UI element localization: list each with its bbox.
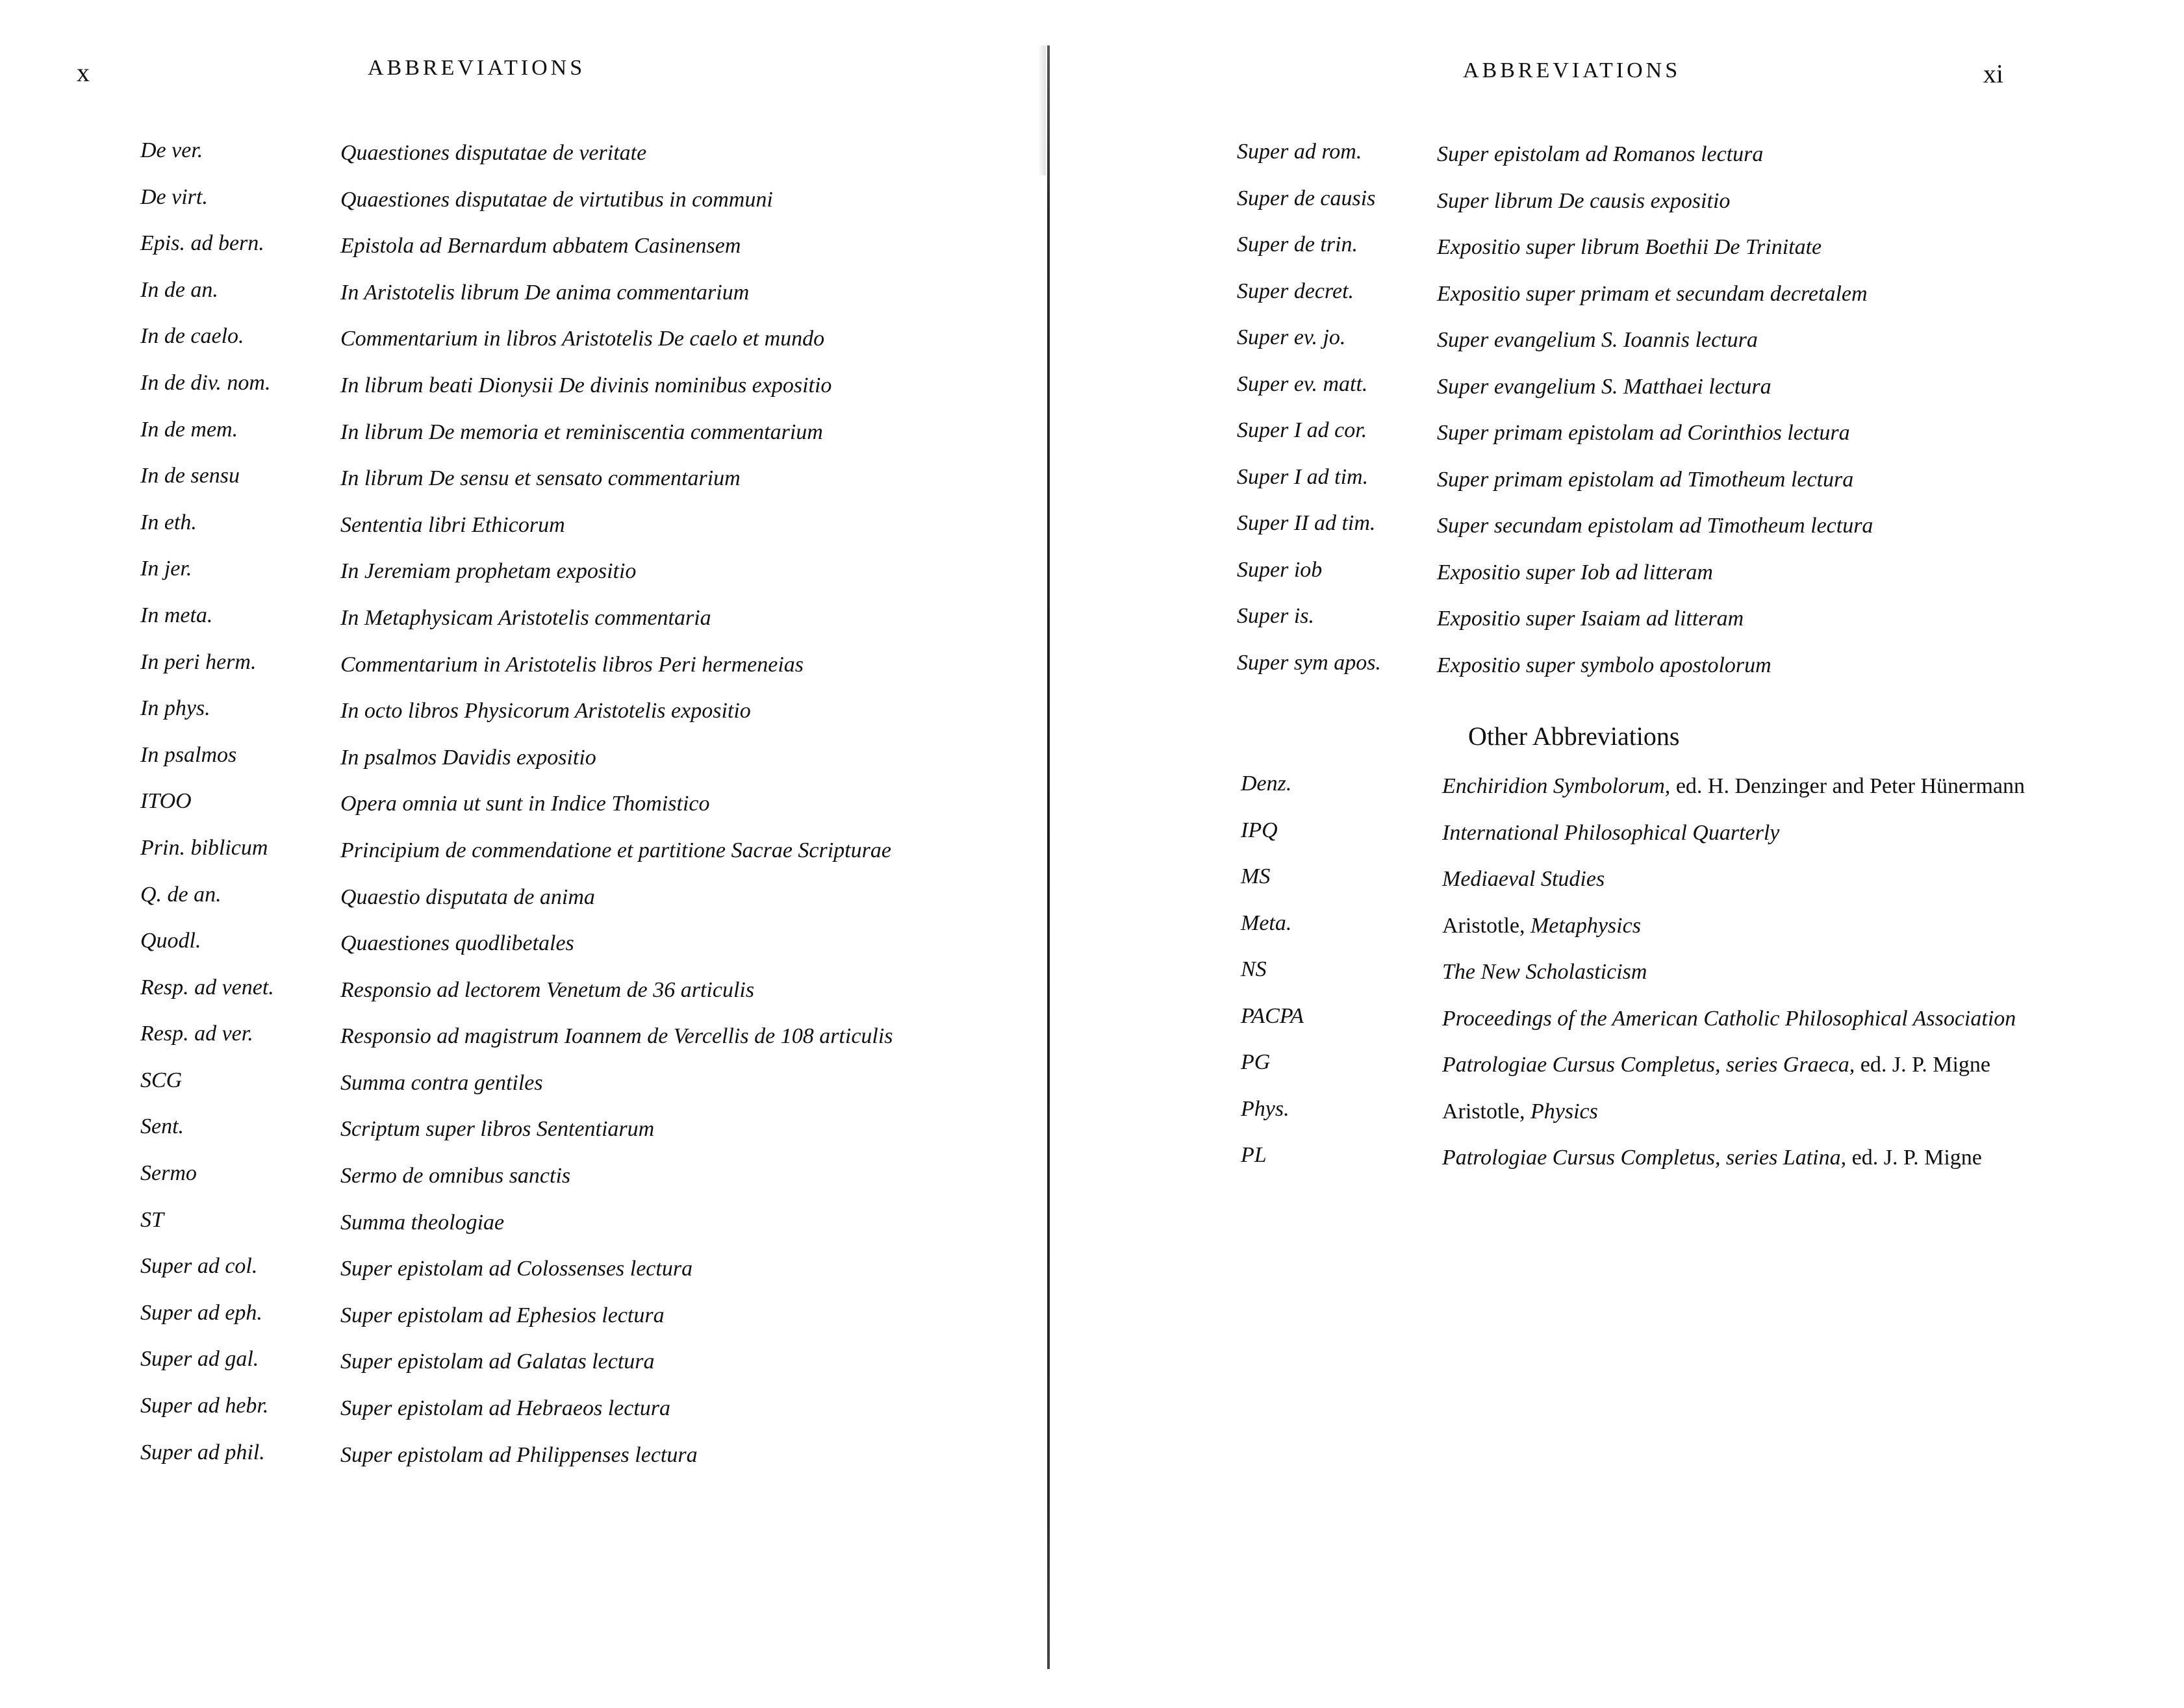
abbreviation-expansion (1442, 816, 2163, 850)
abbreviation-term: Quodl. (140, 929, 201, 953)
other-abbreviation-entry (1241, 1048, 2163, 1095)
abbreviation-entry (1237, 231, 2159, 277)
abbreviation-expansion: Super epistolam ad Philippenses lectura (340, 1442, 698, 1467)
abbreviation-entry (140, 1345, 959, 1392)
abbreviation-expansion: Sermo de omnibus sanctis (340, 1164, 571, 1188)
abbreviation-expansion: Expositio super Isaiam ad litteram (1437, 607, 1744, 631)
abbreviation-expansion: Expositio super symbolo apostolorum (1437, 653, 1771, 677)
abbreviation-term: In de caelo. (140, 324, 244, 349)
abbreviation-entry (140, 1438, 959, 1485)
abbreviation-expansion: Expositio super librum Boethii De Trinitate (1437, 235, 1822, 259)
abbreviation-term: Sent. (140, 1114, 184, 1139)
abbreviation-entry (140, 741, 959, 788)
expansion-title: Patrologiae Cursus Completus, series Latina, (1442, 1146, 1847, 1170)
gutter-shadow (1038, 45, 1046, 175)
abbreviation-term: Super I ad cor. (1237, 418, 1367, 442)
abbreviation-term: PG (1241, 1050, 1271, 1074)
abbreviation-entry (140, 183, 959, 230)
expansion-title: The New Scholasticism (1442, 960, 1647, 984)
abbreviation-list-right (1237, 138, 2159, 695)
abbreviation-expansion: In librum De sensu et sensato commentarium (340, 466, 741, 491)
folio-left: x (77, 58, 90, 87)
abbreviation-entry (140, 509, 959, 555)
abbreviation-term: Super ad rom. (1237, 140, 1362, 164)
abbreviation-expansion: In librum beati Dionysii De divinis nominibus expositio (340, 373, 832, 397)
abbreviation-term: Super ad gal. (140, 1347, 259, 1372)
abbreviation-expansion: Super secundam epistolam ad Timotheum lectura (1437, 514, 1873, 538)
abbreviation-term: Super ad phil. (140, 1440, 265, 1464)
expansion-title: Mediaeval Studies (1442, 867, 1605, 891)
abbreviation-term: In de an. (140, 277, 218, 302)
abbreviation-entry (1237, 556, 2159, 603)
other-abbreviation-entry (1241, 1095, 2163, 1142)
abbreviation-term: De virt. (140, 184, 208, 209)
other-abbreviation-entry (1241, 1002, 2163, 1049)
expansion-prefix: Aristotle, (1442, 1099, 1530, 1124)
abbreviation-expansion: Super librum De causis expositio (1437, 188, 1731, 213)
abbreviation-term: In de sensu (140, 464, 240, 488)
abbreviation-entry (140, 1392, 959, 1438)
abbreviation-expansion: Sententia libri Ethicorum (340, 512, 565, 537)
other-abbreviation-entry (1241, 770, 2163, 816)
abbreviation-entry (140, 555, 959, 601)
expansion-title: Enchiridion Symbolorum, (1442, 774, 1671, 798)
folio-right: xi (1983, 59, 2003, 88)
abbreviation-entry (140, 787, 959, 834)
abbreviation-term: Super sym apos. (1237, 650, 1381, 675)
expansion-title: International Philosophical Quarterly (1442, 820, 1780, 845)
abbreviation-entry (140, 834, 959, 881)
abbreviation-entry (1237, 138, 2159, 184)
expansion-title: Physics (1530, 1099, 1598, 1124)
expansion-prefix: Aristotle, (1442, 913, 1530, 938)
abbreviation-entry (140, 322, 959, 369)
other-abbreviation-entry (1241, 1141, 2163, 1188)
abbreviation-expansion: Commentarium in Aristotelis libros Peri hermeneias (340, 652, 804, 677)
abbreviation-expansion: In Jeremiam prophetam expositio (340, 559, 637, 584)
abbreviation-term: Sermo (140, 1161, 197, 1186)
abbreviation-expansion: Super primam epistolam ad Corinthios lectura (1437, 421, 1850, 445)
abbreviation-list-left (140, 136, 959, 1485)
abbreviation-term: Resp. ad ver. (140, 1022, 253, 1046)
abbreviation-expansion: In Aristotelis librum De anima commentarium (340, 280, 750, 305)
abbreviation-term: In eth. (140, 510, 197, 534)
expansion-editor: ed. H. Denzinger and Peter Hünermann (1670, 774, 2025, 798)
abbreviation-entry (1237, 370, 2159, 417)
abbreviation-term: Super is. (1237, 604, 1314, 628)
abbreviation-expansion: Quaestiones disputatae de virtutibus in communi (340, 187, 773, 212)
abbreviation-expansion: Super epistolam ad Romanos lectura (1437, 142, 1764, 166)
abbreviation-entry (140, 927, 959, 973)
abbreviation-term: Prin. biblicum (140, 835, 268, 860)
abbreviation-entry (140, 1252, 959, 1299)
abbreviation-expansion (1442, 862, 2163, 896)
abbreviation-expansion (1442, 955, 2163, 989)
abbreviation-entry (140, 229, 959, 276)
abbreviation-entry (140, 1206, 959, 1253)
abbreviation-expansion: Commentarium in libros Aristotelis De caelo et mundo (340, 327, 825, 351)
abbreviation-expansion: Quaestiones quodlibetales (340, 931, 574, 956)
abbreviation-expansion: Super epistolam ad Ephesios lectura (340, 1303, 665, 1327)
abbreviation-expansion: Scriptum super libros Sententiarum (340, 1117, 655, 1142)
abbreviation-entry (140, 601, 959, 648)
abbreviation-term: ST (140, 1207, 164, 1232)
abbreviation-expansion: Responsio ad magistrum Ioannem de Vercellis de 108 articulis (340, 1024, 893, 1049)
abbreviation-expansion: Quaestiones disputatae de veritate (340, 141, 647, 165)
other-abbreviation-entry (1241, 816, 2163, 863)
abbreviation-term: Super II ad tim. (1237, 511, 1376, 535)
expansion-editor: ed. J. P. Migne (1855, 1053, 1991, 1077)
book-gutter (1047, 45, 1050, 1669)
abbreviation-term: Super de trin. (1237, 232, 1358, 257)
abbreviation-expansion: Epistola ad Bernardum abbatem Casinensem (340, 234, 741, 258)
abbreviation-term: Meta. (1241, 911, 1292, 935)
abbreviation-entry (1237, 463, 2159, 510)
expansion-editor: ed. J. P. Migne (1846, 1146, 1982, 1170)
abbreviation-term: In peri herm. (140, 649, 257, 674)
abbreviation-entry (140, 694, 959, 741)
abbreviation-term: De ver. (140, 138, 203, 162)
abbreviation-term: Q. de an. (140, 882, 222, 907)
abbreviation-entry (1237, 649, 2159, 696)
abbreviation-term: In phys. (140, 696, 210, 721)
abbreviation-expansion (1442, 1048, 2163, 1082)
abbreviation-term: Super ad col. (140, 1254, 258, 1279)
abbreviation-expansion: Super evangelium S. Matthaei lectura (1437, 374, 1771, 399)
other-abbreviation-entry (1241, 955, 2163, 1002)
abbreviation-expansion: Super primam epistolam ad Timotheum lectura (1437, 467, 1854, 492)
abbreviation-entry (1237, 509, 2159, 556)
expansion-title: Proceedings of the American Catholic Philosophical Association (1442, 1006, 2016, 1031)
abbreviation-expansion: Summa contra gentiles (340, 1070, 543, 1095)
abbreviation-expansion: Super epistolam ad Galatas lectura (340, 1350, 655, 1374)
abbreviation-entry (140, 462, 959, 509)
other-abbreviations-heading: Other Abbreviations (1468, 722, 1680, 751)
abbreviation-term: Phys. (1241, 1096, 1289, 1121)
abbreviation-expansion: Super epistolam ad Colossenses lectura (340, 1257, 693, 1281)
abbreviation-term: Super ad hebr. (140, 1394, 269, 1418)
abbreviation-expansion: Opera omnia ut sunt in Indice Thomistico (340, 792, 710, 816)
abbreviation-expansion: Quaestio disputata de anima (340, 885, 595, 909)
abbreviation-term: Super ev. matt. (1237, 371, 1368, 396)
other-abbreviation-entry (1241, 909, 2163, 956)
abbreviation-term: Super ad eph. (140, 1300, 262, 1325)
abbreviation-entry (140, 1299, 959, 1346)
abbreviation-expansion: Super evangelium S. Ioannis lectura (1437, 328, 1758, 352)
abbreviation-entry (1237, 602, 2159, 649)
abbreviation-entry (140, 1159, 959, 1206)
abbreviation-term: Super I ad tim. (1237, 464, 1369, 489)
abbreviation-term: MS (1241, 864, 1271, 888)
abbreviation-expansion: In octo libros Physicorum Aristotelis expositio (340, 699, 751, 723)
abbreviation-entry (140, 1066, 959, 1113)
abbreviation-term: ITOO (140, 789, 192, 814)
abbreviation-term: In de div. nom. (140, 370, 271, 395)
abbreviation-entry (140, 881, 959, 927)
abbreviation-term: Super decret. (1237, 279, 1354, 303)
running-head-right: ABBREVIATIONS (1463, 58, 1681, 82)
abbreviation-expansion: Expositio super primam et secundam decretalem (1437, 281, 1868, 306)
right-page (1052, 0, 2184, 1708)
abbreviation-term: Super ev. jo. (1237, 325, 1346, 349)
abbreviation-entry (140, 416, 959, 462)
abbreviation-term: Super de causis (1237, 186, 1376, 210)
abbreviation-expansion: In librum De memoria et reminiscentia commentarium (340, 420, 823, 444)
abbreviation-entry (1237, 416, 2159, 463)
other-abbreviation-entry (1241, 862, 2163, 909)
other-abbreviations-list (1241, 770, 2163, 1188)
abbreviation-expansion (1442, 1141, 2163, 1175)
abbreviation-expansion: Expositio super Iob ad litteram (1437, 560, 1713, 584)
running-head-left: ABBREVIATIONS (368, 56, 586, 80)
abbreviation-expansion: Responsio ad lectorem Venetum de 36 articulis (340, 977, 755, 1002)
abbreviation-term: In de mem. (140, 417, 238, 442)
abbreviation-expansion (1442, 1002, 2163, 1036)
abbreviation-entry (1237, 323, 2159, 370)
abbreviation-entry (140, 276, 959, 323)
abbreviation-entry (140, 648, 959, 695)
abbreviation-entry (140, 369, 959, 416)
abbreviation-term: In psalmos (140, 742, 237, 767)
abbreviation-term: Super iob (1237, 557, 1323, 582)
abbreviation-expansion (1442, 909, 2163, 943)
abbreviation-expansion (1442, 770, 2163, 803)
left-page (0, 0, 1039, 1708)
abbreviation-term: IPQ (1241, 818, 1278, 842)
expansion-title: Metaphysics (1530, 913, 1641, 938)
abbreviation-term: In meta. (140, 603, 213, 627)
expansion-title: Patrologiae Cursus Completus, series Graeca, (1442, 1053, 1855, 1077)
abbreviation-entry (1237, 184, 2159, 231)
abbreviation-expansion (1442, 1095, 2163, 1129)
abbreviation-term: PL (1241, 1143, 1267, 1167)
abbreviation-expansion: In psalmos Davidis expositio (340, 745, 596, 770)
abbreviation-term: PACPA (1241, 1003, 1304, 1028)
abbreviation-entry (140, 1020, 959, 1066)
abbreviation-expansion: Super epistolam ad Hebraeos lectura (340, 1396, 671, 1421)
abbreviation-entry (140, 1112, 959, 1159)
abbreviation-expansion: Principium de commendatione et partitione Sacrae Scripturae (340, 838, 891, 862)
abbreviation-term: Resp. ad venet. (140, 975, 274, 999)
abbreviation-term: NS (1241, 957, 1267, 981)
abbreviation-entry (140, 136, 959, 183)
abbreviation-entry (1237, 277, 2159, 324)
abbreviation-term: In jer. (140, 557, 192, 581)
abbreviation-term: Denz. (1241, 772, 1292, 796)
abbreviation-entry (140, 973, 959, 1020)
abbreviation-term: Epis. ad bern. (140, 231, 264, 256)
abbreviation-expansion: In Metaphysicam Aristotelis commentaria (340, 605, 711, 630)
abbreviation-expansion: Summa theologiae (340, 1210, 505, 1235)
abbreviation-term: SCG (140, 1068, 183, 1092)
